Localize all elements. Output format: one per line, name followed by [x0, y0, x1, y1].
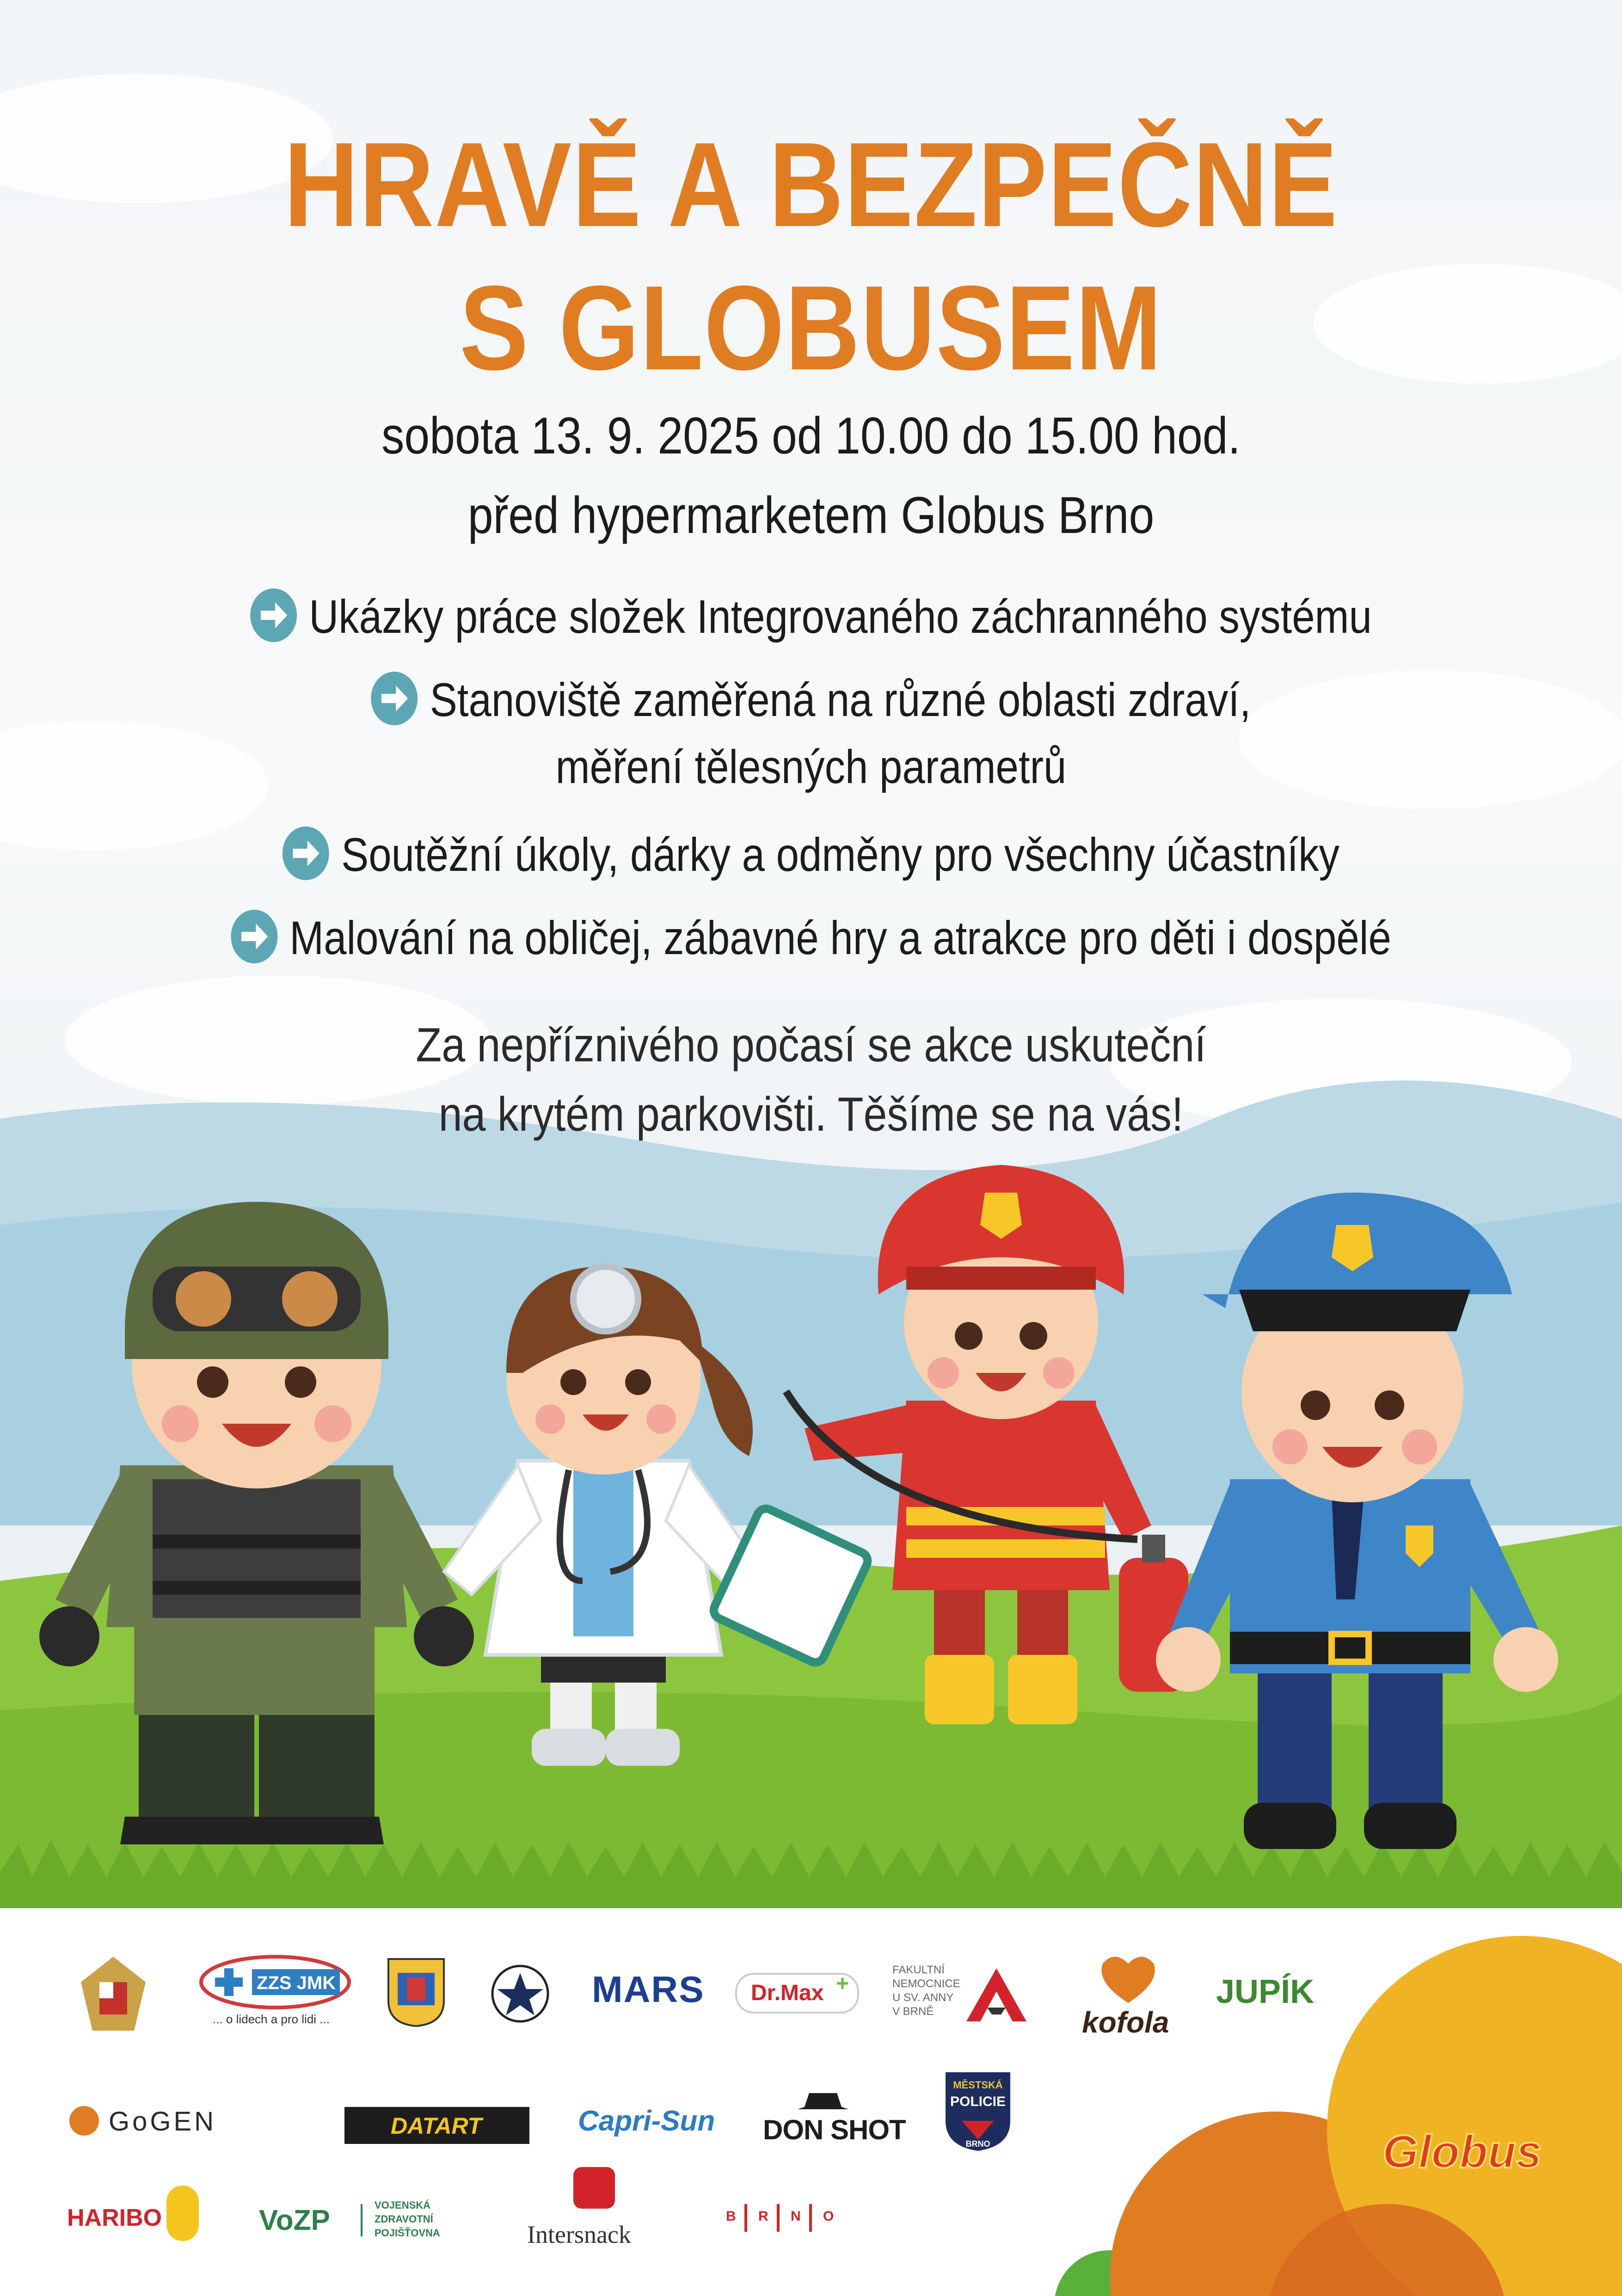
police-cr-logo — [490, 1964, 550, 2024]
hzs-logo — [79, 1954, 148, 2033]
mp-line: MĚSTSKÁ — [953, 2079, 1003, 2091]
fnusa-line: U SV. ANNY — [892, 1991, 954, 2004]
bullet-text: Malování na obličej, zábavné hry a atrakce pro děti i dospělé — [289, 912, 1391, 964]
event-location: před hypermarketem Globus Brno — [467, 486, 1155, 544]
vozp-logo — [259, 2195, 476, 2246]
mp-line: POLICIE — [950, 2094, 1006, 2109]
regional-crest-logo — [384, 1954, 449, 2028]
bullet-item — [105, 906, 1517, 970]
gogen-logo — [69, 2102, 287, 2139]
fnusa-line: NEMOCNICE — [892, 1978, 960, 1990]
datart-label: DATART — [391, 2113, 482, 2139]
caprisun-logo: Capri-Sun — [578, 2105, 715, 2137]
vozp-divider — [361, 2204, 362, 2236]
bullet-text: Soutěžní úkoly, dárky a odměny pro všechny účastníky — [341, 828, 1339, 881]
mars-logo: MARS — [592, 1969, 705, 2010]
partner-logos — [0, 1908, 1622, 2296]
datart-logo — [344, 2107, 529, 2144]
drmax-label: Dr.Max — [751, 1981, 824, 2005]
brno-letter: N — [791, 2209, 801, 2224]
gogen-label: GoGEN — [109, 2106, 217, 2137]
haribo-logo — [67, 2186, 201, 2250]
page-title-line-2: S GLOBUSEM — [459, 261, 1163, 395]
kofola-logo — [1077, 1950, 1179, 2042]
intersnack-label: Intersnack — [527, 2221, 631, 2248]
arrow-right-icon — [250, 588, 297, 642]
bullet-item — [105, 823, 1517, 887]
drmax-logo — [735, 1973, 859, 2014]
bullet-item — [105, 585, 1517, 649]
zzs-jmk-logo — [199, 1954, 351, 2033]
fnusa-line: FAKULTNÍ — [892, 1964, 945, 1976]
vozp-line: ZDRAVOTNÍ — [375, 2213, 433, 2225]
brno-divider — [809, 2204, 812, 2232]
weather-note-line-1: Za nepříznivého počasí se akce uskuteční — [416, 1018, 1206, 1072]
gogen-circle-icon — [69, 2106, 99, 2136]
weather-note-line-2: na krytém parkovišti. Těšíme se na vás! — [438, 1088, 1184, 1141]
brno-divider — [777, 2204, 780, 2232]
bullet-text: Stanoviště zaměřená na různé oblasti zdraví, — [430, 673, 1251, 726]
globus-logo: Globus — [1382, 2126, 1542, 2178]
kofola-label: kofola — [1082, 2006, 1169, 2039]
brno-divider — [744, 2204, 747, 2232]
event-date: sobota 13. 9. 2025 od 10.00 do 15.00 hod. — [381, 407, 1241, 465]
fnusa-a-icon — [962, 1964, 1031, 2024]
brno-letter: B — [726, 2209, 736, 2224]
bullet-text-continued: měření tělesných parametrů — [555, 741, 1067, 793]
arrow-right-icon — [283, 827, 329, 880]
brno-letter: O — [823, 2209, 834, 2224]
gold-bear-icon — [166, 2186, 199, 2241]
mp-line: BRNO — [965, 2139, 990, 2149]
page-title-line-1: HRAVĚ A BEZPEČNĚ — [283, 118, 1339, 252]
fnusa-line: V BRNĚ — [892, 2005, 934, 2018]
brno-letter: R — [758, 2209, 768, 2224]
vozp-label: VoZP — [259, 2204, 330, 2236]
fnusa-logo — [892, 1964, 1031, 2033]
donshot-label: DON SHOT — [763, 2114, 906, 2145]
donshot-logo — [763, 2088, 906, 2153]
zzs-tagline: ... o lidech a pro lidi ... — [213, 2012, 330, 2026]
brno-logo — [726, 2204, 855, 2236]
arrow-right-icon — [231, 910, 277, 963]
hat-icon — [795, 2088, 851, 2116]
zzs-label: ZZS JMK — [257, 1973, 336, 1993]
kofola-heart-icon — [1096, 1950, 1161, 2005]
mestska-policie-logo — [943, 2070, 1013, 2153]
plus-icon: + — [836, 1971, 849, 1996]
intersnack-logo — [522, 2167, 661, 2259]
bullet-text: Ukázky práce složek Integrovaného záchranného systému — [309, 590, 1372, 643]
jupik-logo: JUPÍK — [1216, 1973, 1315, 2010]
arrow-right-icon — [371, 672, 418, 725]
vozp-line: POJIŠŤOVNA — [375, 2227, 440, 2239]
haribo-label: HARIBO — [67, 2204, 162, 2231]
intersnack-icon — [573, 2167, 615, 2209]
bullet-item — [105, 668, 1517, 732]
vozp-line: VOJENSKÁ — [375, 2199, 431, 2211]
